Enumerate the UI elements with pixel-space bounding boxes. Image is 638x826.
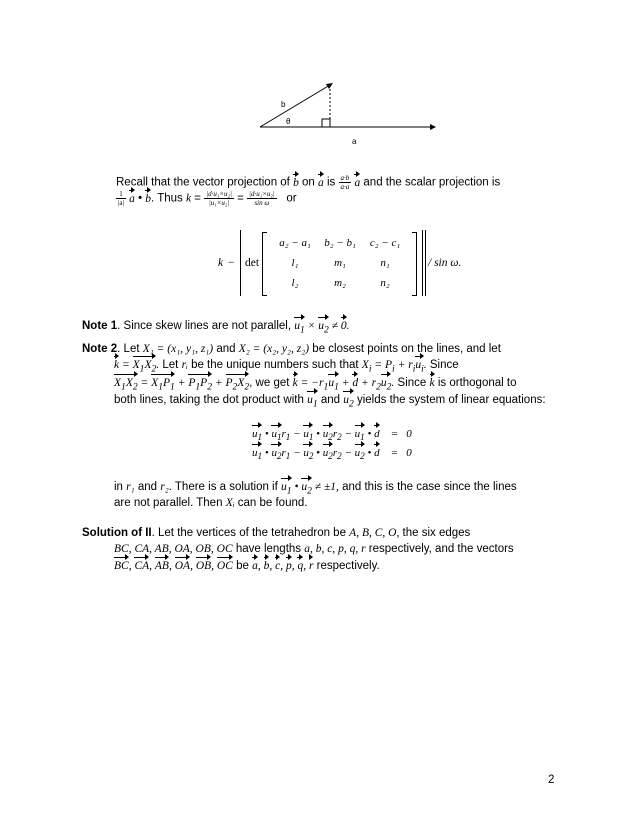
- solution-line-1: Solution of II. Let the vertices of the tetrahedron be A, B, C, O, the six edges: [82, 527, 471, 539]
- figure-label-b: b: [281, 100, 286, 109]
- vector-projection-figure: [250, 75, 450, 155]
- determinant-expression: k − det a₂ − a₁ b₂ − b₁ c₂ − c₁ l₁ m₁ n₁ l₂ m₂ n₂ / sin ω.: [210, 230, 460, 300]
- equation-1: $u_1$ • $u_1r_1 - u_1$ • $u_2r_2 - u_1$ • d = 0: [252, 428, 412, 443]
- figure-label-a: a: [352, 137, 357, 146]
- thus-line: $\frac{1}{|a|}$ a • b. Thus k = $\frac{\text{|d·u₁×u₂|}}{\text{|u₁×u₂|}}$ = $\frac{\text{|d·u₁×u₂|}}{\text{sin ω}}$ or: [118, 190, 297, 207]
- solution-line-3: BC, CA, AB, OA, OB, OC be a, b, c, p, q, r respectively.: [114, 560, 380, 572]
- recall-line: Recall that the vector projection of b on a is $\frac{a\cdot b}{a\cdot a}$ a and the scalar projection is: [116, 174, 501, 191]
- note-1: Note 1. Since skew lines are not parallel, $u_1 \times u_2 \ne 0$.: [82, 320, 350, 336]
- k-fraction-2: $\frac{\text{|d·u₁×u₂|}}{\text{sin ω}}$: [249, 190, 275, 207]
- note-2-line-1: Note 2. Let X₁ = (x₁, y₁, z₁) and X₂ = (x₂, y₂, z₂) be closest points on the lines, and let: [82, 343, 501, 355]
- figure-label-theta: θ: [286, 117, 291, 126]
- note-2-line-5: in r₁ and r₂. There is a solution if $u_1$ • $u_2 \ne \pm 1$, and this is the case since the lines: [114, 481, 517, 497]
- projection-fraction: $\frac{a\cdot b}{a\cdot a}$: [340, 174, 350, 191]
- k-fraction-1: $\frac{\text{|d·u₁×u₂|}}{\text{|u₁×u₂|}}$: [206, 190, 232, 207]
- page-number: 2: [548, 774, 555, 786]
- equation-2: $u_1$ • $u_2r_1 - u_2$ • $u_2r_2 - u_2$ • d = 0: [252, 447, 412, 462]
- note-2-line-4: both lines, taking the dot product with $u_1$ and $u_2$ yields the system of linear equations:: [114, 394, 546, 410]
- note-2-line-6: are not parallel. Then Xᵢ can be found.: [114, 497, 308, 509]
- note-2-line-3: $X_1X_2 = X_1P_1 + P_1P_2 + P_2X_2$, we get $k = -r_1u_1 + d + r_2u_2$. Since k is orthogonal to: [114, 377, 517, 393]
- note-2-line-2: $k = X_1X_2$. Let rᵢ be the unique numbers such that $X_i = P_i + r_iu_i$. Since: [114, 359, 459, 375]
- solution-line-2: BC, CA, AB, OA, OB, OC have lengths a, b, c, p, q, r respectively, and the vectors: [114, 543, 514, 555]
